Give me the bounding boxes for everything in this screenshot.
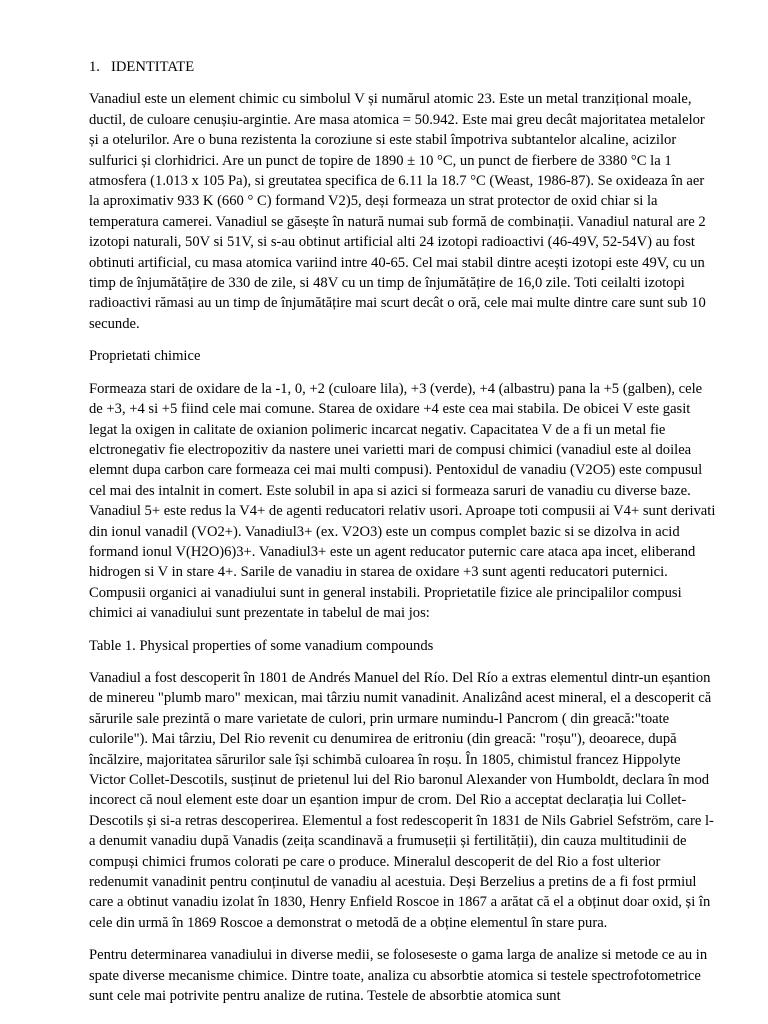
- paragraph-oxidation-states: Formeaza stari de oxidare de la -1, 0, +2 (culoare lila), +3 (verde), +4 (albastru) pana la +5 (galben), cele de +3, +4 si +5 fiind cele mai comune. Starea de oxidare +4 este cea mai stabila. De obicei V este gasit legat la oxigen in calitate de oxianion polimeric incarcat negativ. Capacitatea V de a fi un metal fie elctronegativ fie electropozitiv da nastere unei varietti mari de compusi chimici (vanadiul este al doilea elemnt dupa carbon care formeaza cei mai multi compusi). Pentoxidul de vanadiu (V2O5) este compusul cel mai des intalnit in comert. Este solubil in apa si azici si formeaza saruri de vanadiu cu diverse baze. Vanadiul 5+ este redus la V4+ de agenti reducatori relativ usori. Aproape toti compusii ai V4+ sunt derivati din ionul vanadil (VO2+). Vanadiul3+ (ex. V2O3) este un compus complet bazic si se dizolva in acid formand ionul V(H2O)6)3+. Vanadiul3+ este un agent reducator puternic care ataca apa incet, eliberand hidrogen si V in stare 4+. Sarile de vanadiu in starea de oxidare +3 sunt agenti reducatori puternici. Compusii organici ai vanadiului sunt in general instabili. Proprietatile fizice ale principalilor compusi chimici ai vanadiului sunt prezentate in tabelul de mai jos:: [89, 380, 716, 622]
- section-heading: [89, 57, 717, 77]
- paragraph-history: Vanadiul a fost descoperit în 1801 de Andrés Manuel del Río. Del Río a extras elementul dintr-un eșantion de minereu "plumb maro" mexican, mai târziu numit vanadinit. Analizând acest mineral, el a descoperit că sărurile sale prezintă o mare varietate de culori, prin urmare numindu-l Pancrom ( din greacă:"toate culorile"). Mai târziu, Del Rio revenit cu denumirea de eritroniu (din greacă: "roșu"), deoarece, după încălzire, majoritatea sărurilor sale își schimbă culoarea în roșu. În 1805, chimistul francez Hippolyte Victor Collet-Descotils, susținut de prietenul lui del Rio baronul Alexander von Humboldt, declara în mod incorect că noul element este doar un eșantion impur de crom. Del Rio a acceptat declarația lui Collet-Descotils și si-a retras descoperirea. Elementul a fost redescoperit în 1831 de Nils Gabriel Sefström, care l-a denumit vanadiu după Vanadis (zeița scandinavă a frumuseții și fertilității), din cauza multitudinii de compuși chimici frumos colorati pe care o produce. Mineralul descoperit de del Rio a fost ulterior redenumit vanadinit pentru conținutul de vanadiu al acestuia. Deși Berzelius a pretins de a fi fost prmiul care a obtinut vanadiu izolat în 1830, Henry Enfield Roscoe in 1867 a arătat că el a obținut doar oxid, și în cele din urmă în 1869 Roscoe a demonstrat o metodă de a obține elementul în stare pura.: [89, 669, 714, 931]
- paragraph-identity: Vanadiul este un element chimic cu simbolul V și numărul atomic 23. Este un metal tranzițional moale, ductil, de culoare cenușiu-argintie. Are masa atomica = 50.942. Este mai greu decât majoritatea metalelor și a otelurilor. Are o buna rezistenta la coroziune si este stabil împotriva subtantelor alcaline, acizilor sulfurici și clorhidrici. Are un punct de topire de 1890 ± 10 °C, un punct de fierbere de 3380 °C la 1 atmosfera (1.013 x 105 Pa), si greutatea specifica de 6.11 la 18.7 °C (Weast, 1986-87). Se oxideaza în aer la aproximativ 933 K (660 ° C) formand V2)5, deși formeaza un strat protector de oxid chiar si la temperatura camerei. Vanadiul se găsește în natură numai sub formă de combinații. Vanadiul natural are 2 izotopi naturali, 50V si 51V, si s-au obtinut artificial alti 24 izotopi radioactivi (46-49V, 52-54V) au fost obtinuti artificial, cu masa atomica variind intre 40-65. Cel mai stabil dintre acești izotopi este 49V, cu un timp de înjumătățire de 330 de zile, si 48V cu un timp de înjumătățire de 16,0 zile. Toti ceilalti izotopi radioactivi rămasi au un timp de înjumătățire mai scurt decât o oră, cele mai multe dintre care sunt sub 10 secunde.: [89, 91, 706, 332]
- paragraph-determination: Pentru determinarea vanadiului in diverse medii, se foloseseste o gama larga de analize si metode ce au in spate diverse mecanisme chimice. Dintre toate, analiza cu absorbtie atomica si testele spectrofotometrice sunt cele mai potrivite pentru analize de rutina. Testele de absorbtie atomica sunt: [89, 947, 708, 1005]
- table-caption: Table 1. Physical properties of some vanadium compounds: [89, 637, 434, 654]
- section-title: IDENTITATE: [111, 59, 195, 75]
- subheading-chemical-properties: Proprietati chimice: [89, 348, 201, 365]
- document-body: [89, 57, 717, 1018]
- section-number: 1.: [89, 59, 100, 75]
- section-heading-item: [89, 57, 717, 77]
